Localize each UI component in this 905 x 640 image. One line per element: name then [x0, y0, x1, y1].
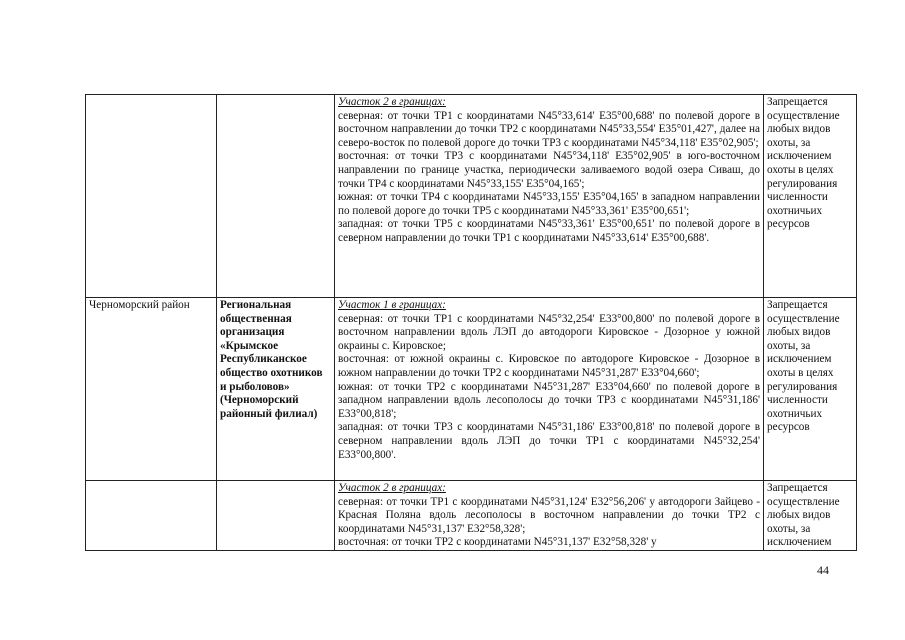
district-cell: Черноморский район — [86, 298, 217, 481]
northern-border: северная: от точки ТР1 с координатами N45°33,614' E35°00,688' по полевой дороге в восточном направлении до точки ТР2 с координатами N45°33,554' E35°01,427', далее на северо-восток по полевой дороге до точки ТР3 с координатами N45°34,118' E35°02,905'; — [338, 109, 760, 149]
organization-cell — [217, 481, 335, 551]
restriction-cell: Запрещается осуществление любых видов охоты, за исключением охоты в целях регулирования численности охотничьих ресурсов — [764, 95, 857, 298]
organization-cell: Региональная общественная организация «Крымское Республиканское общество охотников и рыболовов» (Черноморский районный филиал) — [217, 298, 335, 481]
organization-cell — [217, 95, 335, 298]
eastern-border: восточная: от южной окраины с. Кировское по автодороге Кировское - Дозорное в южном направлении до точки ТР2 с координатами N45°31,287' E33°04,660'; — [338, 353, 760, 379]
northern-border: северная: от точки ТР1 с координатами N45°32,254' E33°00,800' по полевой дороге в восточном направлении вдоль ЛЭП до автодороги Кировское - Дозорное у южной окраины с. Кировское; — [338, 312, 760, 352]
western-border: западная: от точки ТР3 с координатами N45°31,186' E33°00,818' по полевой дороге в северном направлении вдоль ЛЭП до точки ТР1 с координатами N45°32,254' E33°00,800'. — [338, 421, 760, 461]
table-body — [86, 95, 857, 551]
table-row — [86, 95, 857, 298]
western-border: западная: от точки ТР5 с координатами N45°33,361' E35°00,651' по полевой дороге в северном направлении до точки ТР1 с координатами N45°33,614' E35°00,688'. — [338, 218, 760, 244]
southern-border: южная: от точки ТР2 с координатами N45°31,287' E33°04,660' по полевой дороге в западном направлении вдоль лесополосы до точки ТР3 с координатами N45°31,186' E33°00,818'; — [338, 380, 760, 420]
boundaries-cell — [335, 95, 764, 298]
hunting-grounds-table — [85, 94, 857, 551]
boundaries-cell — [335, 298, 764, 481]
eastern-border: восточная: от точки ТР3 с координатами N45°34,118' E35°02,905' в юго-восточном направлении по границе участка, периодически заливаемого водой озера Сиваш, до точки ТР4 с координатами N45°33,155' E35°04,165'; — [338, 150, 760, 190]
restriction-cell: Запрещается осуществление любых видов охоты, за исключением — [764, 481, 857, 551]
boundaries-cell — [335, 481, 764, 551]
northern-border: северная: от точки ТР1 с координатами N45°31,124' E32°56,206' у автодороги Зайцево - Красная Поляна вдоль лесополосы в восточном направлении до точки ТР2 с координатами N45°31,137' E32°58,328'; — [338, 495, 760, 535]
district-cell — [86, 95, 217, 298]
section-title: Участок 2 в границах: — [338, 96, 446, 108]
section-title: Участок 2 в границах: — [338, 482, 446, 494]
restriction-cell: Запрещается осуществление любых видов охоты, за исключением охоты в целях регулирования численности охотничьих ресурсов — [764, 298, 857, 481]
district-cell — [86, 481, 217, 551]
table-row — [86, 481, 857, 551]
section-title: Участок 1 в границах: — [338, 299, 446, 311]
table-row — [86, 298, 857, 481]
southern-border: южная: от точки ТР4 с координатами N45°33,155' E35°04,165' в западном направлении по полевой дороге до точки ТР5 с координатами N45°33,361' E35°00,651'; — [338, 191, 760, 217]
eastern-border: восточная: от точки ТР2 с координатами N45°31,137' E32°58,328' у — [338, 536, 657, 549]
page-number: 44 — [817, 563, 829, 577]
